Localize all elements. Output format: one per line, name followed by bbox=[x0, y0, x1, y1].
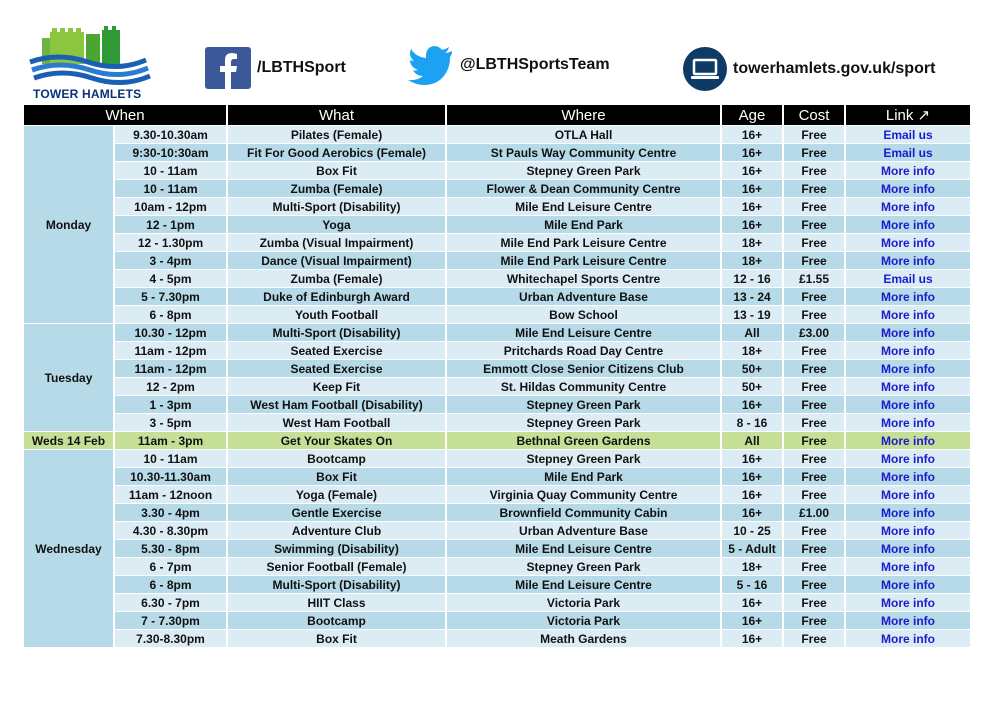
age-cell: 16+ bbox=[722, 216, 782, 233]
time-cell: 6 - 8pm bbox=[115, 576, 226, 593]
table-row bbox=[24, 180, 970, 197]
cost-cell: £1.55 bbox=[784, 270, 844, 287]
age-cell: 16+ bbox=[722, 468, 782, 485]
venue-cell: Bethnal Green Gardens bbox=[447, 432, 720, 449]
age-cell: 16+ bbox=[722, 126, 782, 143]
info-link[interactable]: More info bbox=[846, 540, 970, 557]
activity-cell: Bootcamp bbox=[228, 450, 445, 467]
activity-cell: Get Your Skates On bbox=[228, 432, 445, 449]
age-cell: 13 - 24 bbox=[722, 288, 782, 305]
age-cell: All bbox=[722, 324, 782, 341]
cost-cell: Free bbox=[784, 342, 844, 359]
info-link[interactable]: More info bbox=[846, 198, 970, 215]
activity-cell: Yoga (Female) bbox=[228, 486, 445, 503]
table-row bbox=[24, 414, 970, 431]
table-row bbox=[24, 432, 970, 449]
info-link[interactable]: More info bbox=[846, 342, 970, 359]
table-row bbox=[24, 540, 970, 557]
age-cell: 18+ bbox=[722, 342, 782, 359]
activity-cell: Bootcamp bbox=[228, 612, 445, 629]
venue-cell: Stepney Green Park bbox=[447, 414, 720, 431]
venue-cell: Stepney Green Park bbox=[447, 396, 720, 413]
column-header-when: When bbox=[24, 105, 226, 125]
age-cell: 50+ bbox=[722, 360, 782, 377]
cost-cell: Free bbox=[784, 198, 844, 215]
info-link[interactable]: Email us bbox=[846, 144, 970, 161]
info-link[interactable]: More info bbox=[846, 252, 970, 269]
activity-cell: Senior Football (Female) bbox=[228, 558, 445, 575]
age-cell: 16+ bbox=[722, 144, 782, 161]
age-cell: All bbox=[722, 432, 782, 449]
venue-cell: Mile End Park bbox=[447, 468, 720, 485]
venue-cell: Victoria Park bbox=[447, 612, 720, 629]
table-row bbox=[24, 162, 970, 179]
cost-cell: Free bbox=[784, 180, 844, 197]
table-row bbox=[24, 216, 970, 233]
table-row bbox=[24, 558, 970, 575]
venue-cell: Emmott Close Senior Citizens Club bbox=[447, 360, 720, 377]
time-cell: 12 - 1.30pm bbox=[115, 234, 226, 251]
activity-cell: Zumba (Female) bbox=[228, 270, 445, 287]
info-link[interactable]: More info bbox=[846, 396, 970, 413]
venue-cell: Pritchards Road Day Centre bbox=[447, 342, 720, 359]
age-cell: 8 - 16 bbox=[722, 414, 782, 431]
age-cell: 16+ bbox=[722, 630, 782, 647]
venue-cell: Brownfield Community Cabin bbox=[447, 504, 720, 521]
time-cell: 10 - 11am bbox=[115, 180, 226, 197]
venue-cell: Mile End Leisure Centre bbox=[447, 540, 720, 557]
time-cell: 5 - 7.30pm bbox=[115, 288, 226, 305]
table-row bbox=[24, 234, 970, 251]
cost-cell: Free bbox=[784, 288, 844, 305]
activity-cell: Fit For Good Aerobics (Female) bbox=[228, 144, 445, 161]
activity-cell: Yoga bbox=[228, 216, 445, 233]
cost-cell: Free bbox=[784, 468, 844, 485]
cost-cell: Free bbox=[784, 144, 844, 161]
activity-cell: Multi-Sport (Disability) bbox=[228, 198, 445, 215]
activity-cell: Pilates (Female) bbox=[228, 126, 445, 143]
venue-cell: Bow School bbox=[447, 306, 720, 323]
table-row bbox=[24, 360, 970, 377]
activity-cell: West Ham Football (Disability) bbox=[228, 396, 445, 413]
twitter-handle[interactable]: @LBTHSportsTeam bbox=[460, 56, 610, 73]
venue-cell: Stepney Green Park bbox=[447, 558, 720, 575]
info-link[interactable]: More info bbox=[846, 432, 970, 449]
table-row bbox=[24, 198, 970, 215]
venue-cell: Victoria Park bbox=[447, 594, 720, 611]
cost-cell: Free bbox=[784, 306, 844, 323]
cost-cell: Free bbox=[784, 378, 844, 395]
venue-cell: Urban Adventure Base bbox=[447, 288, 720, 305]
age-cell: 18+ bbox=[722, 234, 782, 251]
time-cell: 12 - 2pm bbox=[115, 378, 226, 395]
table-row bbox=[24, 288, 970, 305]
cost-cell: Free bbox=[784, 252, 844, 269]
twitter-bird-icon bbox=[408, 45, 454, 85]
info-link[interactable]: More info bbox=[846, 306, 970, 323]
table-row bbox=[24, 612, 970, 629]
time-cell: 11am - 3pm bbox=[115, 432, 226, 449]
activity-cell: Youth Football bbox=[228, 306, 445, 323]
info-link[interactable]: More info bbox=[846, 324, 970, 341]
activity-cell: Seated Exercise bbox=[228, 360, 445, 377]
cost-cell: Free bbox=[784, 612, 844, 629]
table-row bbox=[24, 252, 970, 269]
info-link[interactable]: More info bbox=[846, 414, 970, 431]
activity-cell: Box Fit bbox=[228, 162, 445, 179]
table-row bbox=[24, 126, 970, 143]
table-row bbox=[24, 342, 970, 359]
website-url[interactable]: towerhamlets.gov.uk/sport bbox=[733, 60, 936, 77]
info-link[interactable]: More info bbox=[846, 486, 970, 503]
table-row bbox=[24, 504, 970, 521]
schedule-body bbox=[24, 126, 970, 647]
activity-cell: Adventure Club bbox=[228, 522, 445, 539]
cost-cell: Free bbox=[784, 432, 844, 449]
page-header bbox=[0, 0, 1000, 104]
age-cell: 16+ bbox=[722, 486, 782, 503]
facebook-link[interactable] bbox=[205, 47, 346, 89]
info-link[interactable]: More info bbox=[846, 162, 970, 179]
column-header-cost: Cost bbox=[784, 105, 844, 125]
activity-cell: Box Fit bbox=[228, 630, 445, 647]
activity-cell: Seated Exercise bbox=[228, 342, 445, 359]
venue-cell: Stepney Green Park bbox=[447, 450, 720, 467]
time-cell: 11am - 12pm bbox=[115, 342, 226, 359]
age-cell: 16+ bbox=[722, 198, 782, 215]
time-cell: 6 - 8pm bbox=[115, 306, 226, 323]
time-cell: 10.30-11.30am bbox=[115, 468, 226, 485]
table-row bbox=[24, 324, 970, 341]
venue-cell: Mile End Leisure Centre bbox=[447, 324, 720, 341]
venue-cell: Stepney Green Park bbox=[447, 162, 720, 179]
time-cell: 6 - 7pm bbox=[115, 558, 226, 575]
activity-cell: Duke of Edinburgh Award bbox=[228, 288, 445, 305]
age-cell: 18+ bbox=[722, 252, 782, 269]
info-link[interactable]: More info bbox=[846, 378, 970, 395]
time-cell: 3 - 4pm bbox=[115, 252, 226, 269]
time-cell: 5.30 - 8pm bbox=[115, 540, 226, 557]
table-row bbox=[24, 486, 970, 503]
venue-cell: Meath Gardens bbox=[447, 630, 720, 647]
activity-cell: Multi-Sport (Disability) bbox=[228, 324, 445, 341]
column-header-age: Age bbox=[722, 105, 782, 125]
table-row bbox=[24, 306, 970, 323]
cost-cell: Free bbox=[784, 630, 844, 647]
table-row bbox=[24, 630, 970, 647]
info-link[interactable]: More info bbox=[846, 612, 970, 629]
cost-cell: Free bbox=[784, 558, 844, 575]
info-link[interactable]: More info bbox=[846, 630, 970, 647]
cost-cell: Free bbox=[784, 216, 844, 233]
age-cell: 13 - 19 bbox=[722, 306, 782, 323]
activity-cell: Multi-Sport (Disability) bbox=[228, 576, 445, 593]
venue-cell: Urban Adventure Base bbox=[447, 522, 720, 539]
cost-cell: Free bbox=[784, 594, 844, 611]
table-row bbox=[24, 270, 970, 287]
time-cell: 10.30 - 12pm bbox=[115, 324, 226, 341]
day-label: Weds 14 Feb bbox=[24, 432, 113, 449]
time-cell: 1 - 3pm bbox=[115, 396, 226, 413]
info-link[interactable]: More info bbox=[846, 504, 970, 521]
table-row bbox=[24, 468, 970, 485]
cost-cell: Free bbox=[784, 522, 844, 539]
table-header-row bbox=[24, 105, 970, 125]
time-cell: 3.30 - 4pm bbox=[115, 504, 226, 521]
table-row bbox=[24, 396, 970, 413]
venue-cell: Whitechapel Sports Centre bbox=[447, 270, 720, 287]
column-header-what: What bbox=[228, 105, 445, 125]
activity-cell: Keep Fit bbox=[228, 378, 445, 395]
cost-cell: Free bbox=[784, 162, 844, 179]
table-row bbox=[24, 144, 970, 161]
cost-cell: Free bbox=[784, 126, 844, 143]
cost-cell: Free bbox=[784, 360, 844, 377]
age-cell: 16+ bbox=[722, 180, 782, 197]
info-link[interactable]: More info bbox=[846, 234, 970, 251]
age-cell: 5 - Adult bbox=[722, 540, 782, 557]
info-link[interactable]: More info bbox=[846, 468, 970, 485]
facebook-handle[interactable]: /LBTHSport bbox=[257, 59, 346, 76]
venue-cell: OTLA Hall bbox=[447, 126, 720, 143]
activity-schedule-table bbox=[22, 104, 972, 648]
venue-cell: Mile End Park Leisure Centre bbox=[447, 252, 720, 269]
info-link[interactable]: Email us bbox=[846, 270, 970, 287]
cost-cell: Free bbox=[784, 540, 844, 557]
table-row bbox=[24, 576, 970, 593]
time-cell: 11am - 12pm bbox=[115, 360, 226, 377]
table-row bbox=[24, 522, 970, 539]
info-link[interactable]: More info bbox=[846, 180, 970, 197]
info-link[interactable]: More info bbox=[846, 450, 970, 467]
cost-cell: Free bbox=[784, 486, 844, 503]
info-link[interactable]: More info bbox=[846, 360, 970, 377]
table-row bbox=[24, 450, 970, 467]
info-link[interactable]: More info bbox=[846, 288, 970, 305]
venue-cell: St Pauls Way Community Centre bbox=[447, 144, 720, 161]
time-cell: 12 - 1pm bbox=[115, 216, 226, 233]
info-link[interactable]: More info bbox=[846, 522, 970, 539]
age-cell: 16+ bbox=[722, 594, 782, 611]
activity-cell: Box Fit bbox=[228, 468, 445, 485]
activity-cell: Swimming (Disability) bbox=[228, 540, 445, 557]
cost-cell: Free bbox=[784, 396, 844, 413]
age-cell: 16+ bbox=[722, 396, 782, 413]
venue-cell: Mile End Park bbox=[447, 216, 720, 233]
age-cell: 16+ bbox=[722, 504, 782, 521]
time-cell: 10am - 12pm bbox=[115, 198, 226, 215]
cost-cell: £1.00 bbox=[784, 504, 844, 521]
activity-cell: Zumba (Visual Impairment) bbox=[228, 234, 445, 251]
age-cell: 18+ bbox=[722, 558, 782, 575]
venue-cell: Mile End Leisure Centre bbox=[447, 576, 720, 593]
table-row bbox=[24, 594, 970, 611]
time-cell: 9.30-10.30am bbox=[115, 126, 226, 143]
age-cell: 16+ bbox=[722, 612, 782, 629]
time-cell: 6.30 - 7pm bbox=[115, 594, 226, 611]
day-label: Tuesday bbox=[24, 324, 113, 431]
age-cell: 50+ bbox=[722, 378, 782, 395]
time-cell: 4 - 5pm bbox=[115, 270, 226, 287]
activity-cell: Gentle Exercise bbox=[228, 504, 445, 521]
time-cell: 10 - 11am bbox=[115, 162, 226, 179]
cost-cell: Free bbox=[784, 414, 844, 431]
venue-cell: Flower & Dean Community Centre bbox=[447, 180, 720, 197]
age-cell: 5 - 16 bbox=[722, 576, 782, 593]
info-link[interactable]: More info bbox=[846, 594, 970, 611]
activity-cell: HIIT Class bbox=[228, 594, 445, 611]
activity-cell: West Ham Football bbox=[228, 414, 445, 431]
age-cell: 10 - 25 bbox=[722, 522, 782, 539]
age-cell: 12 - 16 bbox=[722, 270, 782, 287]
cost-cell: £3.00 bbox=[784, 324, 844, 341]
info-link[interactable]: More info bbox=[846, 216, 970, 233]
org-name: TOWER HAMLETS bbox=[33, 87, 142, 101]
info-link[interactable]: More info bbox=[846, 576, 970, 593]
activity-cell: Dance (Visual Impairment) bbox=[228, 252, 445, 269]
time-cell: 9:30-10:30am bbox=[115, 144, 226, 161]
info-link[interactable]: Email us bbox=[846, 126, 970, 143]
time-cell: 7 - 7.30pm bbox=[115, 612, 226, 629]
table-row bbox=[24, 378, 970, 395]
day-label: Wednesday bbox=[24, 450, 113, 647]
age-cell: 16+ bbox=[722, 450, 782, 467]
venue-cell: Mile End Park Leisure Centre bbox=[447, 234, 720, 251]
time-cell: 11am - 12noon bbox=[115, 486, 226, 503]
time-cell: 10 - 11am bbox=[115, 450, 226, 467]
cost-cell: Free bbox=[784, 234, 844, 251]
facebook-icon bbox=[205, 47, 251, 89]
info-link[interactable]: More info bbox=[846, 558, 970, 575]
time-cell: 7.30-8.30pm bbox=[115, 630, 226, 647]
venue-cell: St. Hildas Community Centre bbox=[447, 378, 720, 395]
twitter-link[interactable] bbox=[408, 45, 610, 85]
cost-cell: Free bbox=[784, 576, 844, 593]
day-label: Monday bbox=[24, 126, 113, 323]
laptop-icon bbox=[683, 47, 727, 91]
activity-cell: Zumba (Female) bbox=[228, 180, 445, 197]
venue-cell: Virginia Quay Community Centre bbox=[447, 486, 720, 503]
age-cell: 16+ bbox=[722, 162, 782, 179]
column-header-where: Where bbox=[447, 105, 720, 125]
column-header-link: Link ↗ bbox=[846, 105, 970, 125]
website-link[interactable] bbox=[683, 47, 935, 91]
cost-cell: Free bbox=[784, 450, 844, 467]
time-cell: 4.30 - 8.30pm bbox=[115, 522, 226, 539]
venue-cell: Mile End Leisure Centre bbox=[447, 198, 720, 215]
time-cell: 3 - 5pm bbox=[115, 414, 226, 431]
